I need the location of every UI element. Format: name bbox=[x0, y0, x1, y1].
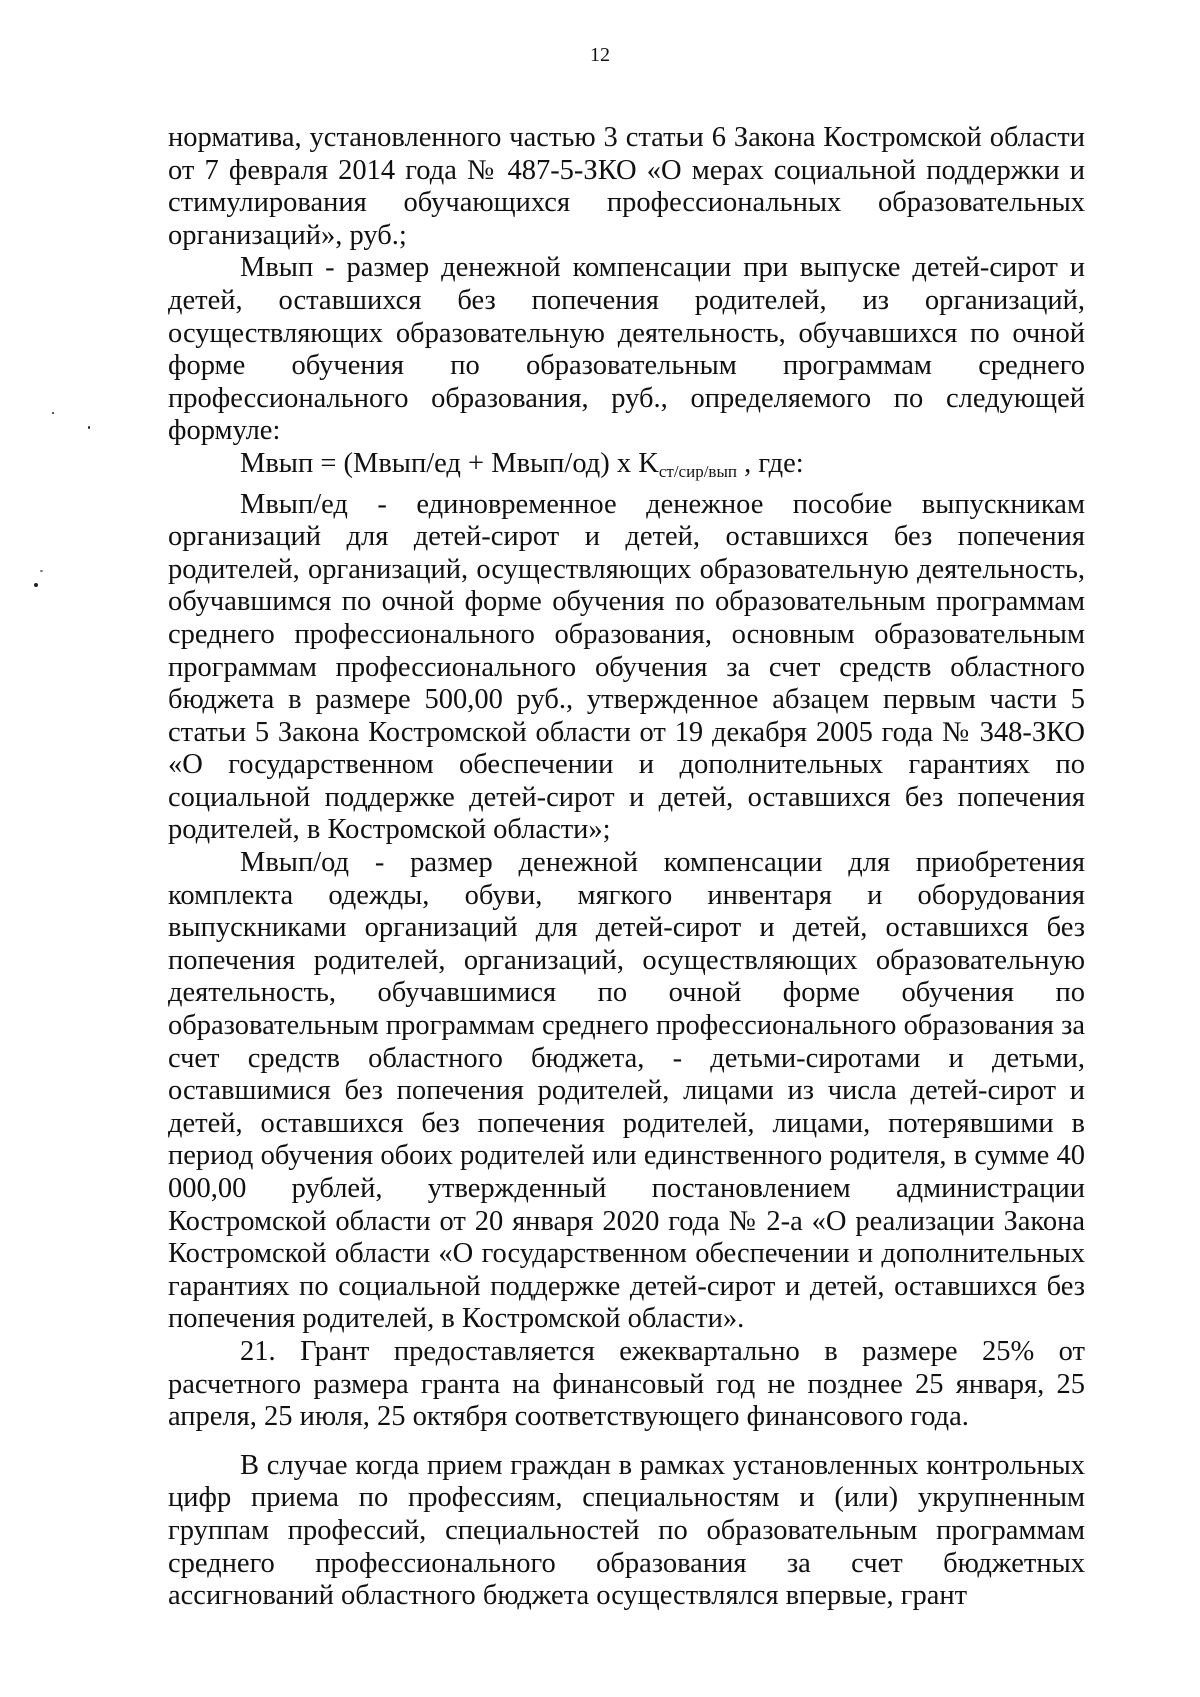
paragraph-mvyp-od-definition: Мвып/од - размер денежной компенсации для приобретения комплекта одежды, обуви, мягкого инвентаря и оборудования выпускниками организаций для детей-сирот и детей, оставшихся без попечения родителей, организаций, осуществляющих образовательную деятельность, обучавшимися по очной форме обучения по образовательным программам среднего профессионального образования за счет средств областного бюджета, - детьми-сиротами и детьми, оставшимися без попечения родителей, лицами из числа детей-сирот и детей, оставшихся без попечения родителей, лицами, потерявшими в период обучения обоих родителей или единственного родителя, в сумме 40 000,00 рублей, утвержденный постановлением администрации Костромской области от 20 января 2020 года № 2-а «О реализации Закона Костромской области «О государственном обеспечении и дополнительных гарантиях по социальной поддержке детей-сирот и детей, оставшихся без попечения родителей, в Костромской области». bbox=[168, 847, 1085, 1335]
scan-speck bbox=[88, 426, 90, 429]
scan-speck bbox=[40, 570, 43, 572]
formula-tail: , где: bbox=[736, 447, 804, 479]
paragraph-mvyp-definition: Мвып - размер денежной компенсации при выпуске детей-сирот и детей, оставшихся без попечения родителей, из организаций, осуществляющих образовательную деятельность, обучавшихся по очной форме обучения по образовательным программам среднего профессионального образования, руб., определяемого по следующей формуле: bbox=[168, 252, 1085, 447]
formula-mvyp bbox=[168, 448, 1085, 489]
scan-speck bbox=[52, 412, 54, 414]
page-number: 12 bbox=[590, 44, 610, 66]
document-body bbox=[168, 122, 1085, 1613]
paragraph-mvyp-ed-definition: Мвып/ед - единовременное денежное пособие выпускникам организаций для детей-сирот и детей, оставшихся без попечения родителей, организаций, осуществляющих образовательную деятельность, обучавшимся по очной форме обучения по образовательным программам среднего профессионального образования, основным образовательным программам профессионального обучения за счет средств областного бюджета в размере 500,00 руб., утвержденное абзацем первым части 5 статьи 5 Закона Костромской области от 19 декабря 2005 года № 348-ЗКО «О государственном обеспечении и дополнительных гарантиях по социальной поддержке детей-сирот и детей, оставшихся без попечения родителей, в Костромской области»; bbox=[168, 488, 1085, 846]
formula-main: Мвып = (Мвып/ед + Мвып/од) х K bbox=[240, 447, 659, 479]
paragraph-clause-21: 21. Грант предоставляется ежеквартально в размере 25% от расчетного размера гранта на финансовый год не позднее 25 января, 25 апреля, 25 июля, 25 октября соответствующего финансового года. bbox=[168, 1335, 1085, 1433]
scan-speck bbox=[34, 583, 38, 587]
formula-subscript: ст/сир/вып bbox=[658, 461, 737, 481]
paragraph-normative-continuation: норматива, установленного частью 3 статьи 6 Закона Костромской области от 7 февраля 2014 года № 487-5-ЗКО «О мерах социальной поддержки и стимулирования обучающихся профессиональных образовательных организаций», руб.; bbox=[168, 122, 1085, 251]
paragraph-first-admission-case: В случае когда прием граждан в рамках установленных контрольных цифр приема по профессиям, специальностям и (или) укрупненным группам профессий, специальностей по образовательным программам среднего профессионального образования за счет бюджетных ассигнований областного бюджета осуществлялся впервые, грант bbox=[168, 1449, 1085, 1612]
